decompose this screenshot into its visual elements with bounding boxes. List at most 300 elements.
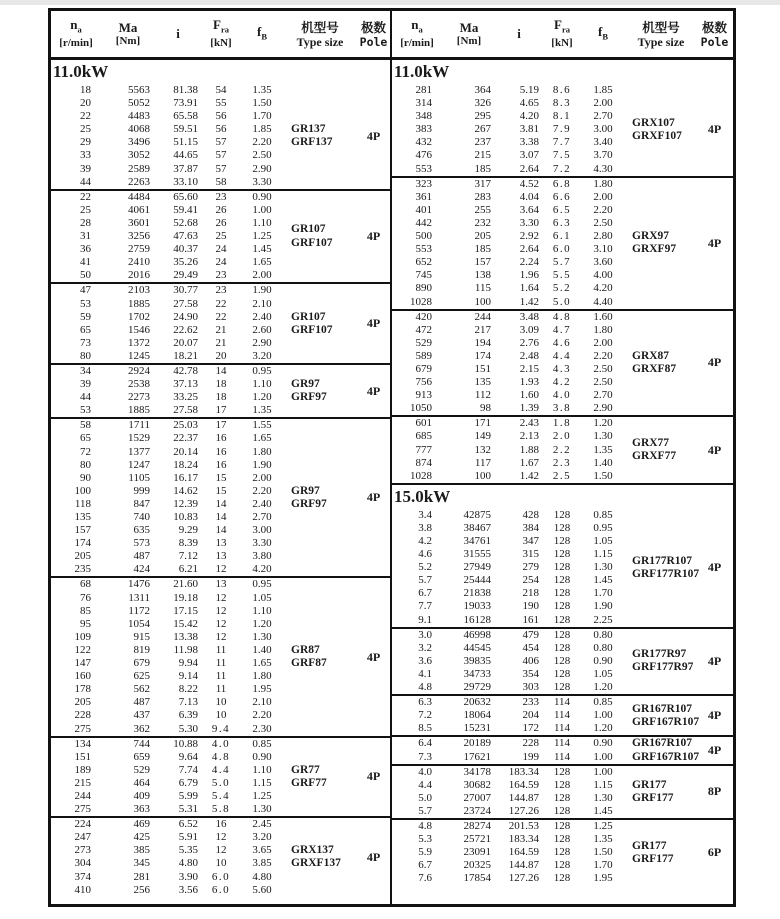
- cell-ma: 4484: [128, 190, 150, 203]
- table-row: [392, 833, 624, 846]
- cell-fb: 1.30: [252, 803, 272, 816]
- header-symbol: [176, 27, 180, 41]
- cell-i: 40.37: [173, 243, 198, 256]
- table-row: [392, 751, 624, 764]
- table-row: [51, 524, 283, 537]
- cell-ma: 5052: [128, 97, 150, 110]
- cell-ma: 3496: [128, 136, 150, 149]
- cell-fra: 6.0: [211, 883, 231, 896]
- cell-fra: 4.8: [552, 310, 572, 323]
- cell-fb: 2.90: [252, 162, 272, 175]
- cell-ma: 28274: [463, 819, 491, 832]
- cell-i: 218: [522, 587, 539, 600]
- pole-label: [698, 84, 731, 176]
- cell-na: 8.5: [418, 722, 432, 735]
- type-size-line: GRXF87: [632, 362, 677, 375]
- cell-fb: 1.90: [252, 458, 272, 471]
- cell-ma: 194: [474, 336, 491, 349]
- cell-ma: 847: [133, 497, 150, 510]
- table-row: [392, 311, 624, 324]
- cell-fb: 1.05: [252, 591, 272, 604]
- cell-na: 273: [74, 844, 91, 857]
- cell-fb: 3.70: [593, 149, 613, 162]
- type-size-label: [283, 419, 357, 576]
- pole-label: [698, 766, 731, 818]
- cell-i: 3.30: [519, 216, 539, 229]
- cell-fra: 16: [215, 432, 227, 445]
- cell-ma: 487: [133, 550, 150, 563]
- header-symbol-main: Ma: [459, 19, 479, 35]
- type-size-line: GRX87: [632, 349, 670, 362]
- cell-fb: 1.45: [593, 574, 613, 587]
- cell-fra: 5.0: [211, 776, 231, 789]
- header-symbol-main: f: [597, 23, 603, 39]
- table-row: [392, 668, 624, 681]
- cell-fra: 128: [553, 846, 571, 859]
- cell-fra: 5.2: [552, 282, 572, 295]
- spec-group: [392, 820, 733, 885]
- spec-group: [51, 84, 390, 189]
- cell-i: 14.62: [173, 484, 198, 497]
- cell-fra: 128: [553, 667, 571, 680]
- cell-fra: 4.3: [552, 362, 572, 375]
- cell-ma: 1372: [128, 336, 150, 349]
- table-row: [51, 324, 283, 337]
- table-row: [51, 751, 283, 764]
- cell-fb: 1.00: [593, 709, 613, 722]
- cell-fra: 128: [553, 872, 571, 885]
- table-row: [51, 777, 283, 790]
- cell-fb: 2.70: [593, 110, 613, 123]
- cell-na: 553: [415, 162, 432, 175]
- spec-rows: [392, 737, 624, 763]
- cell-na: 890: [415, 282, 432, 295]
- cell-fb: 1.25: [593, 819, 613, 832]
- table-row: [51, 365, 283, 378]
- cell-i: 30.77: [173, 284, 198, 297]
- table-row: [392, 163, 624, 176]
- header-symbol: [460, 21, 479, 35]
- cell-ma: 15231: [463, 722, 491, 735]
- cell-ma: 625: [133, 670, 150, 683]
- cell-fb: 1.25: [252, 789, 272, 802]
- type-size-line: GRF77: [291, 776, 327, 789]
- cell-na: 472: [415, 323, 432, 336]
- table-row: [392, 792, 624, 805]
- cell-fb: 3.85: [252, 857, 272, 870]
- table-row: [392, 363, 624, 376]
- table-row: [51, 149, 283, 162]
- spec-rows: [51, 191, 283, 283]
- type-size-line: GRF107: [291, 323, 333, 336]
- cell-fra: 128: [553, 681, 571, 694]
- cell-fb: 1.70: [593, 859, 613, 872]
- table-row: [392, 337, 624, 350]
- spec-group: [392, 417, 733, 482]
- cell-ma: 744: [133, 737, 150, 750]
- cell-i: 20.07: [173, 336, 198, 349]
- header-cell-ma: [442, 11, 496, 57]
- header-cell-fb: [241, 11, 283, 57]
- cell-ma: 2589: [128, 162, 150, 175]
- table-row: [392, 123, 624, 136]
- table-row: [51, 337, 283, 350]
- header-cell-type: [283, 11, 357, 57]
- cell-fra: 4.4: [211, 763, 231, 776]
- cell-fra: 8.1: [552, 110, 572, 123]
- table-row: [51, 683, 283, 696]
- cell-na: 44: [80, 391, 91, 404]
- cell-fb: 2.30: [252, 722, 272, 735]
- cell-fra: 24: [215, 256, 227, 269]
- cell-fb: 1.65: [252, 657, 272, 670]
- cell-na: 34: [80, 364, 91, 377]
- type-size-label: [283, 738, 357, 817]
- cell-fra: 6.1: [552, 230, 572, 243]
- cell-i: 52.68: [173, 216, 198, 229]
- cell-na: 50: [80, 269, 91, 282]
- pole-value: 4P: [366, 128, 381, 143]
- cell-fra: 17: [215, 404, 227, 417]
- cell-ma: 132: [474, 443, 491, 456]
- cell-ma: 34733: [463, 667, 491, 680]
- cell-ma: 244: [474, 310, 491, 323]
- cell-ma: 915: [133, 630, 150, 643]
- spec-group: [392, 629, 733, 694]
- cell-na: 5.7: [418, 804, 432, 817]
- cell-ma: 46998: [463, 628, 491, 641]
- cell-ma: 205: [474, 230, 491, 243]
- pole-label: [357, 284, 390, 363]
- cell-ma: 17854: [463, 872, 491, 885]
- type-size-line: GRXF77: [632, 450, 677, 463]
- cell-na: 4.4: [418, 778, 432, 791]
- type-size-label: [624, 417, 698, 482]
- cell-na: 383: [415, 123, 432, 136]
- cell-na: 314: [415, 97, 432, 110]
- cell-ma: 317: [474, 177, 491, 190]
- cell-i: 13.38: [173, 630, 198, 643]
- cell-na: 25: [80, 203, 91, 216]
- cell-na: 4.6: [418, 548, 432, 561]
- pole-value: 4P: [707, 653, 722, 668]
- cell-i: 347: [522, 535, 539, 547]
- cell-fra: 14: [215, 511, 227, 523]
- cell-i: 4.04: [519, 190, 539, 203]
- cell-na: 777: [415, 443, 432, 456]
- cell-fb: 1.00: [593, 750, 613, 763]
- cell-fra: 7.7: [552, 136, 572, 149]
- table-row: [51, 844, 283, 857]
- cell-fb: 2.00: [593, 97, 613, 110]
- cell-i: 27.58: [173, 297, 198, 310]
- cell-i: 3.56: [178, 883, 198, 896]
- header-symbol-subscript: ra: [561, 24, 570, 35]
- cell-ma: 4483: [128, 110, 150, 123]
- cell-fb: 4.20: [593, 282, 613, 295]
- header-symbol: [554, 18, 570, 37]
- cell-fb: 1.20: [593, 417, 613, 430]
- cell-i: 183.34: [508, 833, 539, 846]
- cell-fra: 23: [215, 284, 227, 297]
- cell-na: 59: [80, 310, 91, 323]
- cell-ma: 425: [133, 831, 150, 844]
- type-size-line: GRF177R107: [632, 567, 700, 580]
- table-row: [51, 459, 283, 472]
- cell-fb: 2.50: [593, 216, 613, 229]
- cell-i: 22.62: [173, 323, 198, 336]
- cell-ma: 424: [133, 563, 150, 576]
- cell-fra: 5.0: [552, 295, 572, 308]
- cell-fb: 1.90: [593, 600, 613, 613]
- cell-i: 7.13: [178, 696, 198, 709]
- header-cell-na: [51, 11, 101, 57]
- cell-i: 22.37: [173, 432, 198, 445]
- cell-na: 235: [74, 563, 91, 576]
- cell-ma: 171: [474, 417, 491, 430]
- header-cell-ma: [101, 11, 155, 57]
- table-body: [51, 60, 390, 897]
- table-row: [392, 696, 624, 709]
- header-symbol-main: n: [70, 17, 78, 33]
- cell-fb: 1.25: [252, 230, 272, 243]
- header-en-label: Type size: [637, 34, 685, 49]
- cell-ma: 21838: [463, 587, 491, 600]
- cell-ma: 17621: [463, 750, 491, 763]
- spec-group: [392, 737, 733, 763]
- cell-fb: 1.70: [593, 587, 613, 600]
- cell-na: 7.3: [418, 750, 432, 763]
- table-row: [51, 550, 283, 563]
- cell-ma: 1105: [128, 471, 150, 484]
- table-row: [51, 696, 283, 709]
- cell-ma: 437: [133, 709, 150, 722]
- cell-na: 53: [80, 404, 91, 417]
- cell-fb: 1.65: [252, 256, 272, 269]
- cell-fra: 11: [215, 670, 227, 683]
- cell-fra: 128: [553, 833, 571, 846]
- table-row: [392, 655, 624, 668]
- cell-i: 59.51: [173, 123, 198, 136]
- type-size-line: GRF177R97: [632, 661, 694, 674]
- header-symbol-main: i: [517, 26, 521, 41]
- cell-i: 384: [522, 521, 539, 534]
- cell-fb: 0.85: [252, 737, 272, 750]
- header-symbol-main: F: [213, 17, 221, 33]
- type-size-label: [283, 84, 357, 189]
- cell-fra: 12: [215, 563, 227, 576]
- pole-label: [698, 737, 731, 763]
- cell-fb: 1.80: [593, 323, 613, 336]
- cell-fb: 1.30: [252, 630, 272, 643]
- cell-i: 1.42: [519, 295, 539, 308]
- cell-fra: 14: [215, 524, 227, 537]
- table-row: [51, 136, 283, 149]
- pole-label: [698, 178, 731, 309]
- table-row: [51, 563, 283, 576]
- pole-value: 4P: [707, 708, 722, 723]
- table-row: [392, 97, 624, 110]
- cell-ma: 23724: [463, 804, 491, 817]
- cell-i: 16.17: [173, 471, 198, 484]
- cell-na: 275: [74, 803, 91, 816]
- cell-na: 3.2: [418, 641, 432, 654]
- type-size-line: GR107: [291, 223, 326, 236]
- cell-na: 29: [80, 136, 91, 149]
- table-row: [51, 723, 283, 736]
- table-row: [392, 470, 624, 483]
- cell-fra: 26: [215, 203, 227, 216]
- type-size-label: [283, 578, 357, 735]
- cell-ma: 255: [474, 203, 491, 216]
- gearmotor-selection-table: [48, 8, 736, 907]
- pole-value: 4P: [707, 235, 722, 250]
- cell-fb: 1.45: [252, 243, 272, 256]
- pole-value: 4P: [366, 316, 381, 331]
- cell-ma: 18064: [463, 709, 491, 722]
- header-symbol-main: i: [176, 26, 180, 41]
- cell-fra: 15: [215, 484, 227, 497]
- cell-fb: 0.90: [593, 654, 613, 667]
- cell-i: 199: [522, 750, 539, 763]
- cell-fb: 2.10: [252, 696, 272, 709]
- cell-fb: 2.20: [593, 203, 613, 216]
- cell-fra: 128: [553, 600, 571, 613]
- cell-fb: 2.90: [593, 402, 613, 415]
- cell-i: 2.48: [519, 349, 539, 362]
- spec-rows: [392, 311, 624, 416]
- type-size-label: [624, 178, 698, 309]
- table-row: [51, 485, 283, 498]
- cell-fra: 4.8: [211, 750, 231, 763]
- cell-i: 3.81: [519, 123, 539, 136]
- table-body: [392, 60, 733, 885]
- cell-fb: 3.65: [252, 844, 272, 857]
- cell-ma: 25444: [463, 574, 491, 587]
- cell-i: 144.87: [508, 859, 539, 872]
- cell-na: 5.2: [418, 561, 432, 574]
- cell-fb: 3.10: [593, 243, 613, 256]
- cell-ma: 659: [133, 750, 150, 763]
- table-row: [392, 722, 624, 735]
- header-symbol-main: f: [256, 23, 262, 39]
- spec-group: [392, 509, 733, 627]
- spec-group: [51, 818, 390, 897]
- header-cell-i: [155, 11, 201, 57]
- table-row: [392, 204, 624, 217]
- cell-ma: 39835: [463, 654, 491, 667]
- cell-fra: 2.3: [552, 456, 572, 469]
- pole-label: [698, 629, 731, 694]
- cell-ma: 464: [133, 776, 150, 789]
- table-row: [51, 790, 283, 803]
- pole-value: 4P: [707, 442, 722, 457]
- cell-i: 9.64: [178, 750, 198, 763]
- type-size-line: GR97: [291, 484, 320, 497]
- table-row: [51, 871, 283, 884]
- cell-fb: 3.40: [593, 136, 613, 149]
- cell-na: 348: [415, 110, 432, 123]
- cell-i: 2.76: [519, 336, 539, 349]
- cell-i: 65.58: [173, 110, 198, 123]
- cell-fb: 2.80: [593, 230, 613, 243]
- table-row: [392, 191, 624, 204]
- cell-fra: 12: [215, 591, 227, 604]
- cell-na: 275: [74, 722, 91, 735]
- cell-ma: 283: [474, 190, 491, 203]
- cell-i: 1.39: [519, 402, 539, 415]
- spec-group: [392, 178, 733, 309]
- spec-group: [51, 578, 390, 735]
- cell-i: 10.88: [173, 737, 198, 750]
- table-row: [51, 446, 283, 459]
- cell-fb: 1.10: [252, 216, 272, 229]
- cell-i: 7.74: [178, 763, 198, 776]
- cell-na: 529: [415, 336, 432, 349]
- cell-na: 553: [415, 243, 432, 256]
- cell-ma: 5563: [128, 84, 150, 96]
- spec-group: [392, 311, 733, 416]
- cell-fb: 4.00: [593, 269, 613, 282]
- cell-fb: 1.60: [593, 310, 613, 323]
- cell-fb: 1.45: [593, 804, 613, 817]
- cell-i: 164.59: [508, 846, 539, 859]
- cell-na: 5.3: [418, 833, 432, 846]
- cell-ma: 267: [474, 123, 491, 136]
- cell-na: 442: [415, 216, 432, 229]
- cell-fra: 114: [553, 737, 571, 750]
- header-unit: [r/min]: [59, 36, 93, 49]
- cell-i: 33.10: [173, 175, 198, 188]
- cell-i: 9.14: [178, 670, 198, 683]
- cell-i: 2.64: [519, 243, 539, 256]
- cell-fra: 11: [215, 643, 227, 656]
- cell-na: 745: [415, 269, 432, 282]
- cell-fb: 1.00: [593, 765, 613, 778]
- cell-i: 18.21: [173, 349, 198, 362]
- cell-i: 7.12: [178, 550, 198, 563]
- cell-ma: 1885: [128, 297, 150, 310]
- header-cell-type: [624, 11, 698, 57]
- cell-na: 1050: [410, 402, 432, 415]
- cell-i: 8.22: [178, 683, 198, 696]
- spec-rows: [51, 84, 283, 189]
- table-row: [51, 831, 283, 844]
- cell-fra: 128: [553, 561, 571, 574]
- table-row: [392, 779, 624, 792]
- cell-ma: 20325: [463, 859, 491, 872]
- pole-label: [357, 419, 390, 576]
- cell-ma: 19033: [463, 600, 491, 613]
- cell-i: 20.14: [173, 445, 198, 458]
- cell-fra: 2.0: [552, 430, 572, 443]
- cell-ma: 3601: [128, 216, 150, 229]
- cell-na: 160: [74, 670, 91, 683]
- cell-na: 476: [415, 149, 432, 162]
- cell-na: 22: [80, 190, 91, 203]
- cell-fb: 1.50: [593, 469, 613, 482]
- cell-na: 420: [415, 310, 432, 323]
- cell-fra: 7.5: [552, 149, 572, 162]
- cell-ma: 1546: [128, 323, 150, 336]
- pole-label: [357, 738, 390, 817]
- cell-fb: 2.50: [252, 149, 272, 162]
- cell-fb: 3.30: [252, 537, 272, 550]
- cell-fra: 5.5: [552, 269, 572, 282]
- header-en-label: Type size: [296, 34, 344, 49]
- cell-i: 29.49: [173, 269, 198, 282]
- cell-fb: 1.80: [252, 445, 272, 458]
